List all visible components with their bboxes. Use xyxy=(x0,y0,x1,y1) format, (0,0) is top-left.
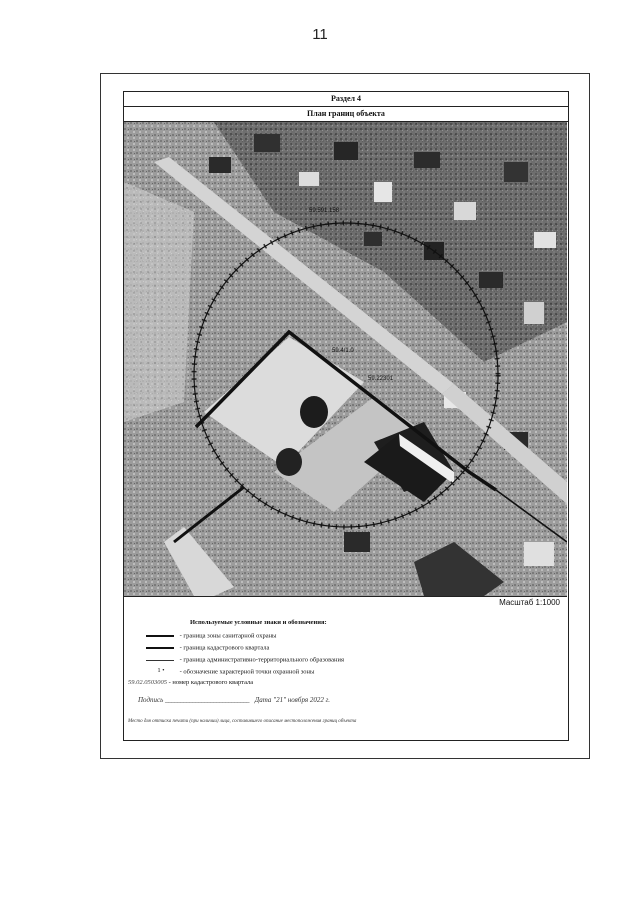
house xyxy=(524,302,544,324)
map-scale: Масштаб 1:1000 xyxy=(499,598,560,607)
house xyxy=(364,232,382,246)
page-number: 11 xyxy=(312,26,328,43)
signature-line xyxy=(138,696,330,704)
map-label-cadastral-top: 59.591.158 xyxy=(309,208,340,214)
reservoir xyxy=(300,396,328,428)
house xyxy=(534,232,556,248)
boundary-plan-form xyxy=(123,91,569,741)
house xyxy=(454,202,476,220)
signature-blank: ____________________________ xyxy=(165,696,250,704)
legend-item-point: 1 • - обозначение характерной точки охранной зоны xyxy=(144,667,314,677)
legend-line-thin-icon xyxy=(144,655,178,665)
legend-item-cadastral-quarter: - граница кадастрового квартала xyxy=(144,643,269,653)
legend-line-medium-icon xyxy=(144,643,178,653)
house xyxy=(334,142,358,160)
legend-item-quarter-number: 59.02.0503005 - номер кадастрового квартала xyxy=(128,679,254,687)
lower-building xyxy=(344,532,370,552)
house xyxy=(209,157,231,173)
house xyxy=(374,182,392,202)
section-heading: Раздел 4 xyxy=(124,92,568,107)
house xyxy=(504,162,528,182)
stamp-note: Место для оттиска печати (при наличии) лица, составившего описание местоположения границ объекта xyxy=(128,719,357,724)
house xyxy=(299,172,319,186)
legend-line-thick-icon xyxy=(144,631,178,641)
legend-point-marker-icon: 1 • xyxy=(157,667,165,674)
reservoir xyxy=(276,448,302,476)
map-svg xyxy=(124,122,567,596)
legend-title: Используемые условные знаки и обозначения: xyxy=(190,619,327,626)
plan-title: План границ объекта xyxy=(124,107,568,122)
house xyxy=(479,272,503,288)
signature-label: Подпись xyxy=(138,696,164,704)
map-label-cadastral-right: 59.22301 xyxy=(368,376,394,382)
aerial-map xyxy=(124,122,567,597)
legend-quarter-code: 59.02.0503005 xyxy=(128,679,167,687)
legend-item-admin-boundary: - граница административно-территориального образования xyxy=(144,655,344,665)
house xyxy=(414,152,440,168)
legend-item-sanitary-zone: - граница зоны санитарной охраны xyxy=(144,631,276,641)
date-value: "21" ноября 2022 г. xyxy=(273,696,330,704)
house xyxy=(254,134,280,152)
date-label: Дата xyxy=(254,696,272,704)
document-outer-frame xyxy=(100,73,590,759)
lower-building xyxy=(524,542,554,566)
open-field xyxy=(124,182,194,422)
map-label-cadastral-mid: 59.4/1.0 xyxy=(332,348,354,354)
